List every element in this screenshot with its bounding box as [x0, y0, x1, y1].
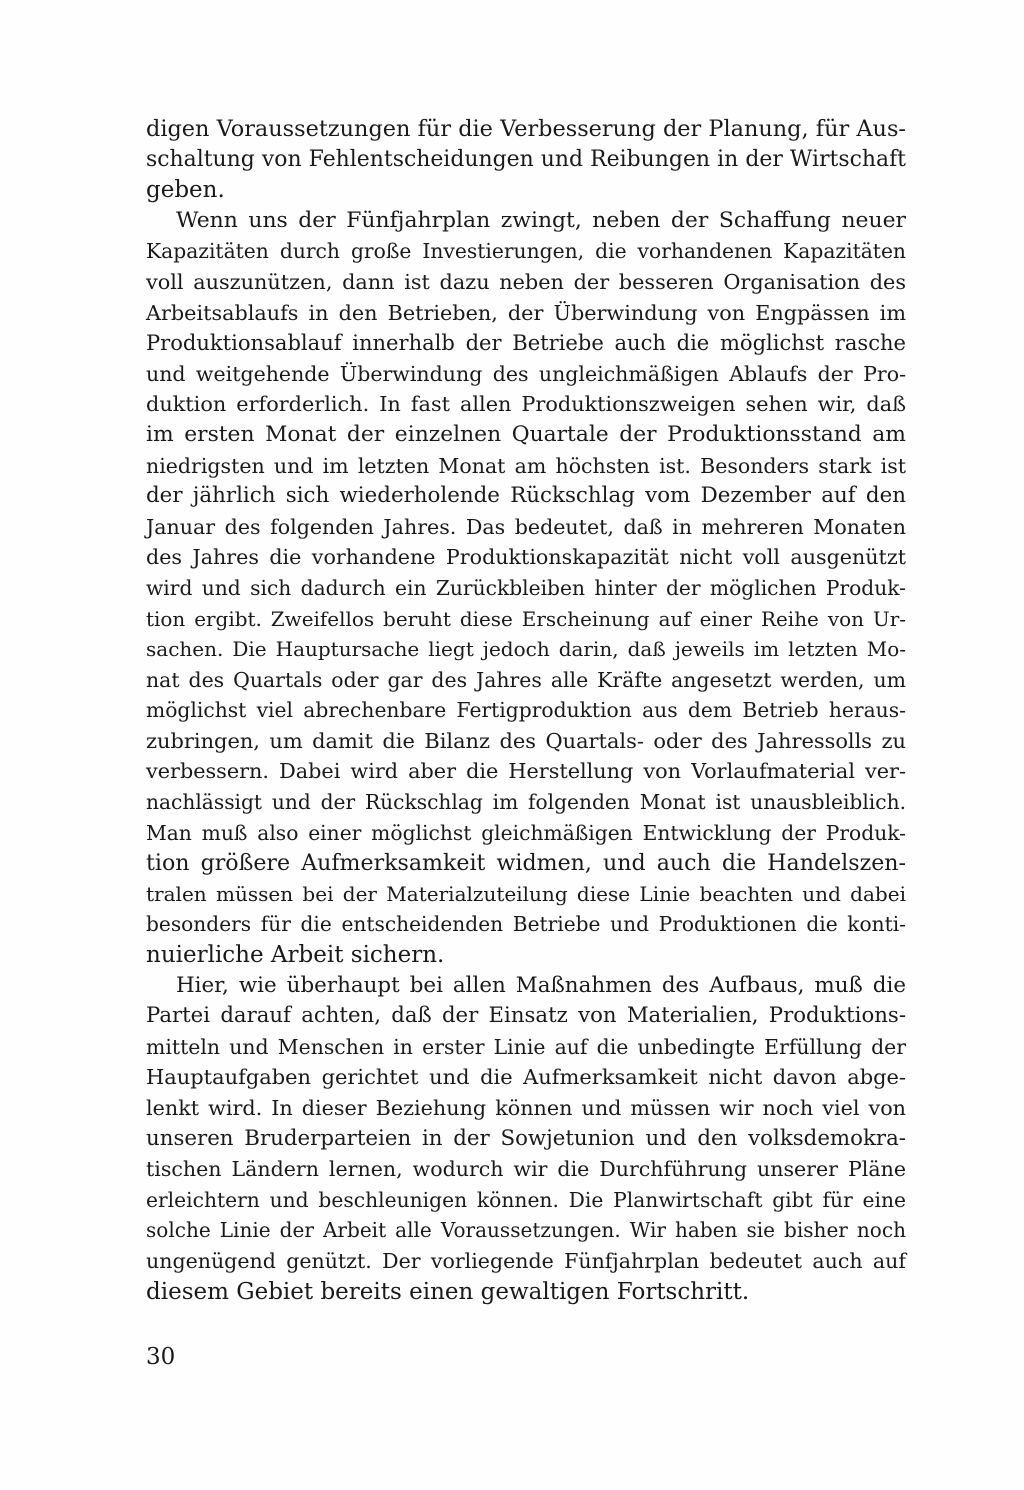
text-line: Wenn uns der Fünfjahrplan zwingt, neben der Schaffung neuer	[176, 207, 906, 233]
text-line: ungenügend genützt. Der vorliegende Fünfjahrplan bedeutet auch auf	[146, 1248, 906, 1273]
text-line: Hauptaufgaben gerichtet und die Aufmerksamkeit nicht davon abge-	[146, 1065, 906, 1090]
text-line: erleichtern und beschleunigen können. Die Planwirtschaft gibt für eine	[146, 1187, 906, 1212]
text-line: zubringen, um damit die Bilanz des Quartals- oder des Jahressolls zu	[146, 728, 906, 753]
text-line: wird und sich dadurch ein Zurückbleiben hinter der möglichen Produk-	[146, 575, 906, 600]
text-line: schaltung von Fehlentscheidungen und Reibungen in der Wirtschaft	[146, 146, 906, 172]
text-line: besonders für die entscheidenden Betriebe und Produktionen die konti-	[146, 912, 906, 937]
text-line: tischen Ländern lernen, wodurch wir die Durchführung unserer Pläne	[146, 1157, 906, 1182]
text-line: Produktionsablauf innerhalb der Betriebe auch die möglichst rasche	[146, 330, 906, 356]
text-line: Januar des folgenden Jahres. Das bedeutet, daß in mehreren Monaten	[146, 514, 906, 539]
text-line: tion größere Aufmerksamkeit widmen, und auch die Handelszen-	[146, 850, 906, 877]
text-line: solche Linie der Arbeit alle Voraussetzungen. Wir haben sie bisher noch	[146, 1218, 906, 1243]
text-line: Partei darauf achten, daß der Einsatz von Materialien, Produktions-	[146, 1003, 906, 1029]
text-line: mitteln und Menschen in erster Linie auf die unbedingte Erfüllung der	[146, 1034, 906, 1059]
text-line: Arbeitsablaufs in den Betrieben, der Überwindung von Engpässen im	[146, 300, 906, 325]
text-line: lenkt wird. In dieser Beziehung können und müssen wir noch viel von	[146, 1096, 906, 1120]
paragraph	[146, 114, 906, 206]
paragraph	[146, 971, 906, 1308]
text-line: digen Voraussetzungen für die Verbesserung der Planung, für Aus-	[146, 116, 906, 142]
text-line: unseren Bruderparteien in der Sowjetunion und den volksdemokra-	[146, 1125, 906, 1151]
text-line: verbessern. Dabei wird aber die Herstellung von Vorlaufmaterial ver-	[146, 759, 906, 784]
text-line: voll auszunützen, dann ist dazu neben der besseren Organisation des	[146, 269, 906, 294]
text-line: der jährlich sich wiederholende Rückschlag vom Dezember auf den	[146, 483, 906, 509]
text-line: Kapazitäten durch große Investierungen, die vorhandenen Kapazitäten	[146, 239, 906, 264]
text-line: im ersten Monat der einzelnen Quartale der Produktionsstand am	[146, 421, 906, 447]
text-line: tion ergibt. Zweifellos beruht diese Erscheinung auf einer Reihe von Ur-	[146, 606, 906, 631]
text-line: des Jahres die vorhandene Produktionskapazität nicht voll ausgenützt	[146, 545, 906, 570]
page-number: 30	[146, 1344, 176, 1370]
text-line: nuierliche Arbeit sichern.	[146, 942, 445, 969]
text-line: diesem Gebiet bereits einen gewaltigen Fortschritt.	[146, 1278, 750, 1305]
text-line: möglichst viel abrechenbare Fertigproduktion aus dem Betrieb heraus-	[146, 698, 906, 723]
text-line: geben.	[146, 177, 225, 204]
body-text	[146, 114, 906, 1307]
text-line: Hier, wie überhaupt bei allen Maßnahmen des Aufbaus, muß die	[176, 972, 906, 998]
paragraph	[146, 206, 906, 971]
text-line: tralen müssen bei der Materialzuteilung diese Linie beachten und dabei	[146, 881, 906, 906]
text-line: nat des Quartals oder gar des Jahres alle Kräfte angesetzt werden, um	[146, 667, 906, 692]
text-line: duktion erforderlich. In fast allen Produktionszweigen sehen wir, daß	[146, 392, 906, 417]
text-line: nachlässigt und der Rückschlag im folgenden Monat ist unausbleiblich.	[146, 790, 906, 815]
text-line: Man muß also einer möglichst gleichmäßigen Entwicklung der Produk-	[146, 820, 906, 845]
text-line: niedrigsten und im letzten Monat am höchsten ist. Besonders stark ist	[146, 453, 906, 478]
text-line: sachen. Die Hauptursache liegt jedoch darin, daß jeweils im letzten Mo-	[146, 637, 906, 662]
text-line: und weitgehende Überwindung des ungleichmäßigen Ablaufs der Pro-	[146, 361, 906, 386]
